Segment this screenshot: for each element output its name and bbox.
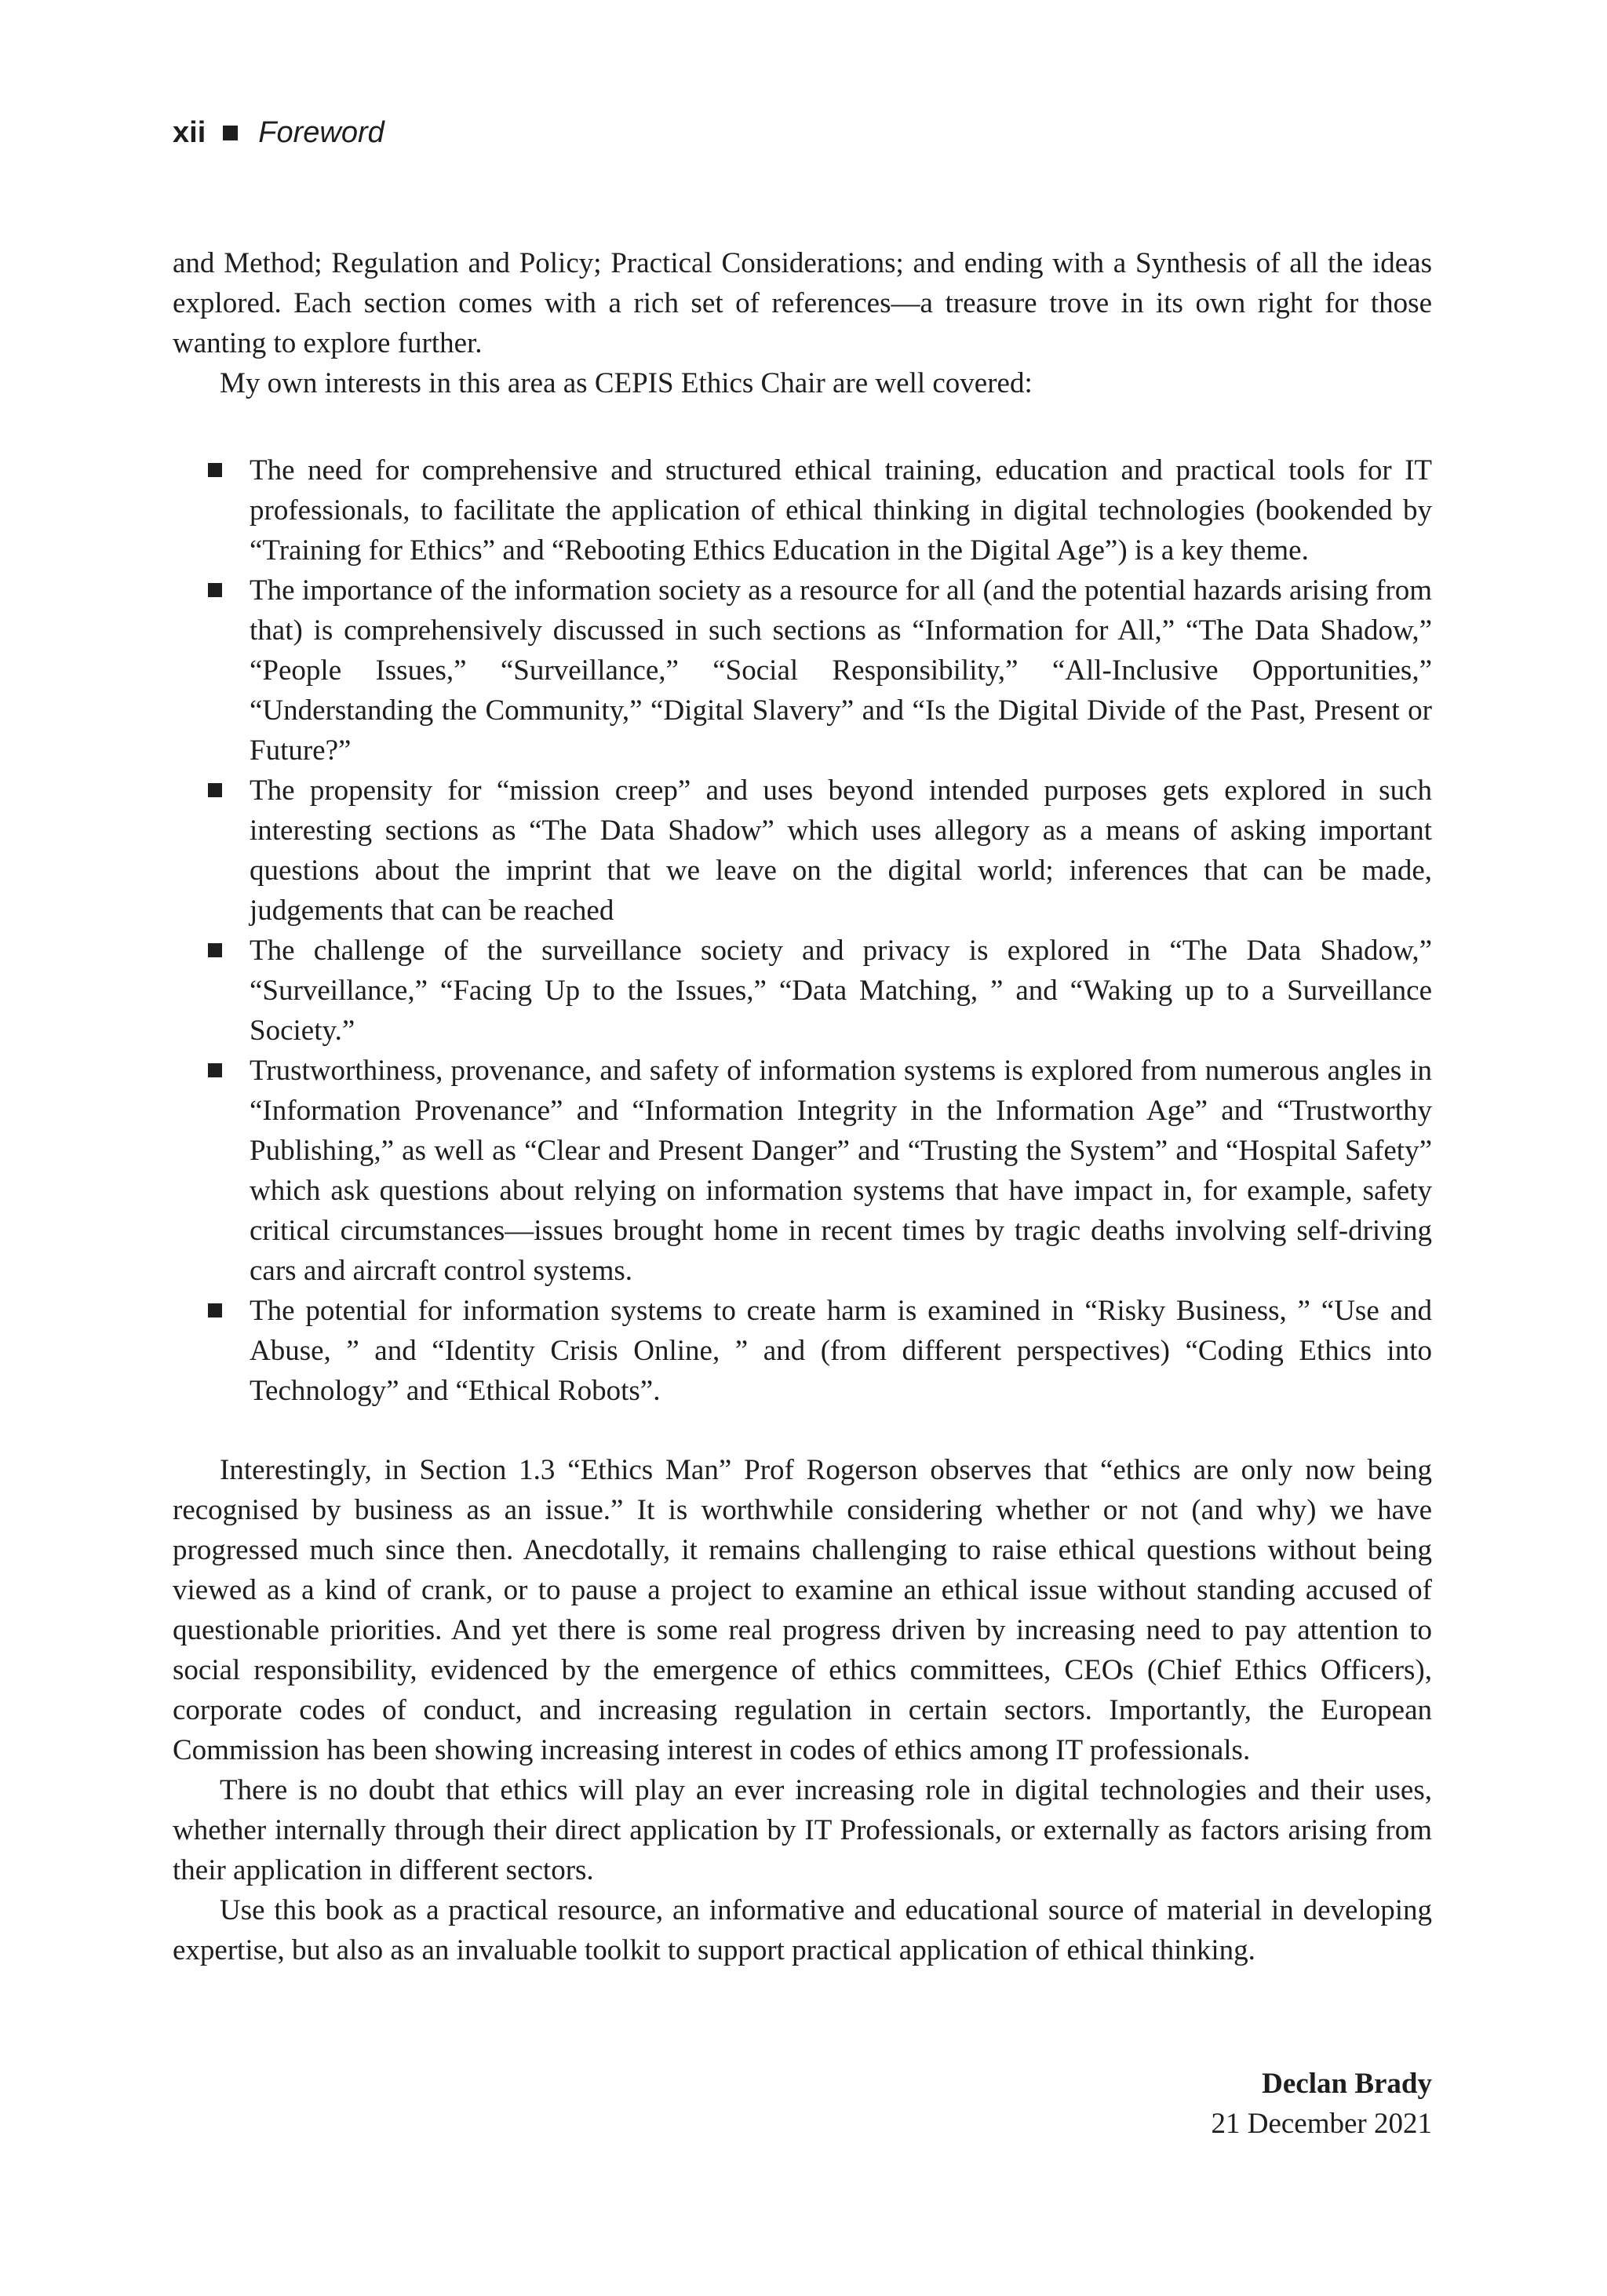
paragraph-interests: My own interests in this area as CEPIS Ethics Chair are well covered:: [220, 367, 1033, 399]
running-title: Foreword: [258, 116, 384, 149]
list-item-text: The potential for information systems to create harm is examined in “Risky Business, ” “Use and Abuse, ” and “Identity Crisis Online, ” and (from different perspectives) “Coding Ethics into Technology” and “Ethical Robots”.: [250, 1295, 1432, 1407]
square-bullet-icon: [208, 463, 222, 477]
paragraph-use-this-book: Use this book as a practical resource, an informative and educational source of material in developing expertise, but also as an invaluable toolkit to support practical application of ethical thinking.: [173, 1894, 1432, 1966]
list-item-text: The challenge of the surveillance society and privacy is explored in “The Data Shadow,” “Surveillance,” “Facing Up to the Issues,” “Data Matching, ” and “Waking up to a Surveillance Society.”: [250, 935, 1432, 1047]
paragraph-ethics-man: Interestingly, in Section 1.3 “Ethics Man” Prof Rogerson observes that “ethics are only now being recognised by business as an issue.” It is worthwhile considering whether or not (and why) we have progressed much since then. Anecdotally, it remains challenging to raise ethical questions without being viewed as a kind of crank, or to pause a project to examine an ethical issue without standing accused of questionable priorities. And yet there is some real progress driven by increasing need to pay attention to social responsibility, evidenced by the emergence of ethics committees, CEOs (Chief Ethics Officers), corporate codes of conduct, and increasing regulation in certain sectors. Importantly, the European Commission has been showing increasing interest in codes of ethics among IT professionals.: [173, 1454, 1432, 1766]
square-bullet-icon: [208, 1303, 222, 1317]
square-bullet-icon: [208, 783, 222, 797]
list-item: [173, 931, 1432, 1051]
list-item: [173, 450, 1432, 570]
square-bullet-icon: [223, 126, 238, 140]
list-item: [173, 1051, 1432, 1291]
list-item-text: The importance of the information society as a resource for all (and the potential hazards arising from that) is comprehensively discussed in such sections as “Information for All,” “The Data Shadow,” “People Issues,” “Surveillance,” “Social Responsibility,” “All-Inclusive Opportunities,” “Understanding the Community,” “Digital Slavery” and “Is the Digital Divide of the Past, Present or Future?”: [250, 574, 1432, 767]
list-item-text: The need for comprehensive and structured ethical training, education and practical tools for IT professionals, to facilitate the application of ethical thinking in digital technologies (bookended by “Training for Ethics” and “Rebooting Ethics Education in the Digital Age”) is a key theme.: [250, 454, 1432, 567]
square-bullet-icon: [208, 943, 222, 957]
author-name: Declan Brady: [1262, 2068, 1432, 2100]
list-item-text: The propensity for “mission creep” and uses beyond intended purposes gets explored in such interesting sections as “The Data Shadow” which uses allegory as a means of asking important questions about the imprint that we leave on the digital world; inferences that can be made, judgements that can be reached: [250, 774, 1432, 927]
signature-block: [1211, 2064, 1432, 2144]
list-item-text: Trustworthiness, provenance, and safety of information systems is explored from numerous angles in “Information Provenance” and “Information Integrity in the Information Age” and “Trustworthy Publishing,” as well as “Clear and Present Danger” and “Trusting the System” and “Hospital Safety” which ask questions about relying on information systems that have impact in, for example, safety critical circumstances—issues brought home in recent times by tragic deaths involving self-driving cars and aircraft control systems.: [250, 1055, 1432, 1287]
paragraph-no-doubt: There is no doubt that ethics will play an ever increasing role in digital technologies and their uses, whether internally through their direct application by IT Professionals, or externally as factors arising from their application in different sectors.: [173, 1774, 1432, 1886]
running-header: [173, 118, 384, 148]
signature-date: 21 December 2021: [1211, 2108, 1432, 2140]
list-item: [173, 771, 1432, 931]
interests-list: [173, 450, 1432, 1411]
square-bullet-icon: [208, 1063, 222, 1077]
square-bullet-icon: [208, 583, 222, 597]
page-number: xii: [173, 116, 206, 149]
list-item: [173, 570, 1432, 771]
list-item: [173, 1291, 1432, 1411]
foreword-body: [173, 243, 1432, 1970]
paragraph-continuation: and Method; Regulation and Policy; Practical Considerations; and ending with a Synthesis of all the ideas explored. Each section comes with a rich set of references—a treasure trove in its own right for those wanting to explore further.: [173, 247, 1432, 359]
